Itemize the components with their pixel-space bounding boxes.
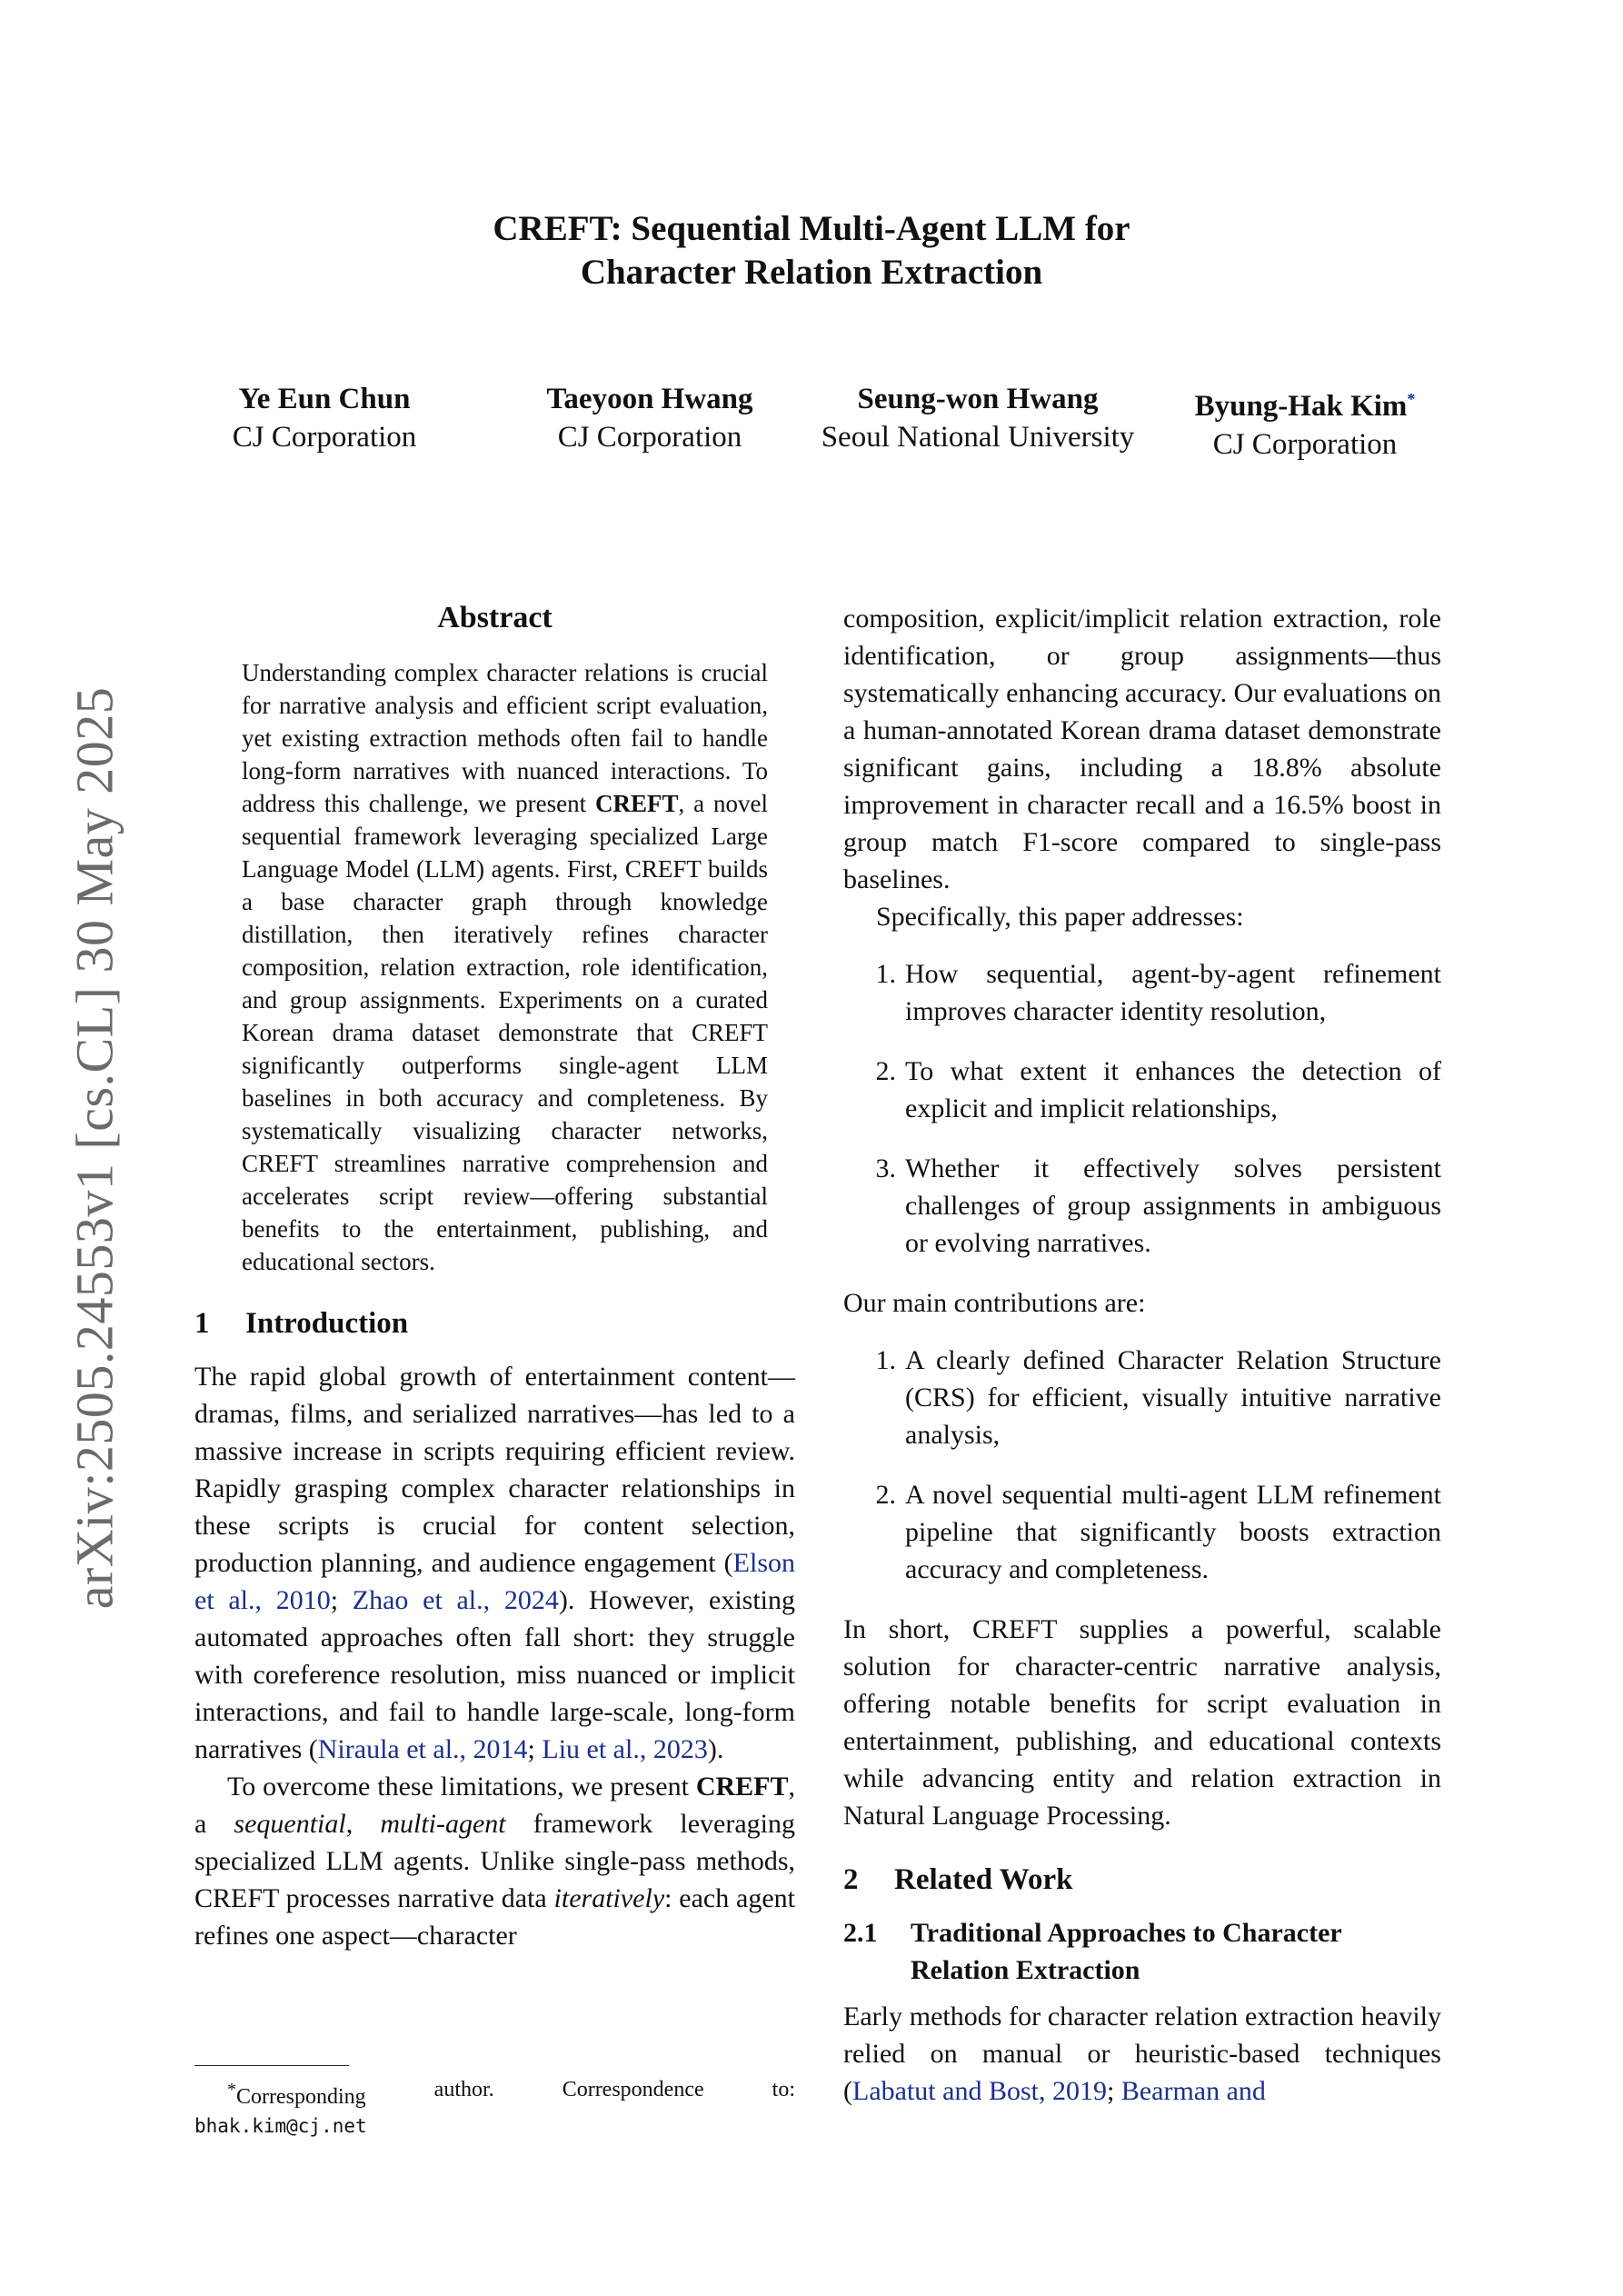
citation-link[interactable]: Liu et al., 2023	[542, 1734, 708, 1764]
intro-paragraph-continued: composition, explicit/implicit relation extraction, role identification, or group assignments—thus systematically enhancing accuracy. Our evaluations on a human-annotated Korean drama dataset demonstrate significant gains, including a 18.8% absolute improvement in character recall and a 16.5% boost in group match F1-score compared to single-pass baselines.	[843, 604, 1441, 894]
intro-paragraph-2: To overcome these limitations, we present CREFT, a sequential, multi-agent framework leveraging specialized LLM agents. Unlike single-pass methods, CREFT processes narrative data iteratively: each agent refines one aspect—character	[194, 1772, 795, 1951]
author-name: Seung-won Hwang	[857, 383, 1099, 415]
arxiv-identifier: arXiv:2505.24553v1 [cs.CL] 30 May 2025	[65, 686, 124, 1610]
list-item: 2. A novel sequential multi-agent LLM refinement pipeline that significantly boosts extraction accuracy and completeness.	[875, 1480, 1441, 1584]
citation-link[interactable]: Zhao et al., 2024	[352, 1585, 559, 1615]
author-affiliation: Seoul National University	[821, 421, 1135, 454]
citation-link[interactable]: Labatut and Bost, 2019	[852, 2076, 1107, 2106]
intro-paragraph-1: The rapid global growth of entertainment content—dramas, films, and serialized narratives—has led to a massive increase in scripts requiring efficient review. Rapidly grasping complex character relationships in these scripts is crucial for content selection, production planning, and audience engagement (Elson et al., 2010; Zhao et al., 2024). However, existing automated approaches often fall short: they struggle with coreference resolution, miss nuanced or implicit interactions, and fail to handle large-scale, long-form narratives (Niraula et al., 2014; Liu et al., 2023).	[194, 1362, 796, 1764]
addresses-lead: Specifically, this paper addresses:	[876, 902, 1244, 932]
section-heading-related-work: 2 Related Work	[843, 1863, 1073, 1896]
citation-link[interactable]: Bearman and	[1120, 2076, 1266, 2106]
citation-link[interactable]: Elson et al., 2010	[194, 1548, 795, 1615]
contributions-list	[843, 1342, 1441, 1588]
abstract-text: Understanding complex character relations is crucial for narrative analysis and efficient script evaluation, yet existing extraction methods often fail to handle long-form narratives with nuanced interactions. To address this challenge, we present CREFT, a novel sequential framework leveraging specialized Large Language Model (LLM) agents. First, CREFT builds a base character graph through knowledge distillation, then iteratively refines character composition, relation extraction, role identification, and group assignments. Experiments on a curated Korean drama dataset demonstrate that CREFT significantly outperforms single-agent LLM baselines in both accuracy and completeness. By systematically visualizing character networks, CREFT streamlines narrative comprehension and accelerates script review—offering substantial benefits to the entertainment, publishing, and educational sectors.	[242, 659, 768, 1275]
footnote-rule	[194, 2065, 349, 2066]
right-column	[843, 600, 1441, 2110]
footnote: *Corresponding author. Correspondence to: bhak.kim@cj.net	[194, 2065, 795, 2141]
corresponding-mark[interactable]: *	[1407, 390, 1416, 408]
author-affiliation: CJ Corporation	[557, 421, 742, 454]
author-name: Taeyoon Hwang	[546, 383, 753, 415]
contributions-lead: Our main contributions are:	[843, 1288, 1146, 1318]
author-name: Ye Eun Chun	[238, 383, 411, 415]
list-item: 1. A clearly defined Character Relation Structure (CRS) for efficient, visually intuitive narrative analysis,	[875, 1345, 1441, 1450]
left-column	[194, 600, 795, 1954]
related-work-paragraph: Early methods for character relation extraction heavily relied on manual or heuristic-based techniques (Labatut and Bost, 2019; Bearman and	[843, 2002, 1441, 2106]
title-line-1: CREFT: Sequential Multi-Agent LLM for	[493, 209, 1130, 248]
in-short-paragraph: In short, CREFT supplies a powerful, scalable solution for character-centric narrative analysis, offering notable benefits for script evaluation in entertainment, publishing, and educational contexts while advancing entity and relation extraction in Natural Language Processing.	[843, 1614, 1441, 1831]
author-3	[821, 380, 1135, 456]
citation-link[interactable]: Niraula et al., 2014	[317, 1734, 528, 1764]
section-heading-introduction: 1 Introduction	[194, 1307, 409, 1340]
subsection-heading: 2.1 Traditional Approaches to Character Relation Extraction	[843, 1918, 1342, 1985]
footnote-email[interactable]: bhak.kim@cj.net	[194, 2115, 367, 2137]
author-affiliation: CJ Corporation	[232, 421, 417, 454]
author-affiliation: CJ Corporation	[1212, 428, 1398, 461]
list-item: 1. How sequential, agent-by-agent refinement improves character identity resolution,	[875, 959, 1441, 1026]
author-2	[546, 380, 752, 456]
research-questions-list	[843, 955, 1441, 1262]
creft-name: CREFT	[595, 790, 679, 817]
paper-title	[0, 207, 1623, 294]
author-1	[233, 380, 417, 456]
abstract-heading: Abstract	[437, 601, 553, 634]
author-4	[1195, 380, 1416, 464]
list-item: 2. To what extent it enhances the detection of explicit and implicit relationships,	[875, 1056, 1441, 1123]
title-line-2: Character Relation Extraction	[580, 253, 1043, 292]
author-name: Byung-Hak Kim	[1194, 390, 1408, 423]
list-item: 3. Whether it effectively solves persistent challenges of group assignments in ambiguous or evolving narratives.	[875, 1153, 1441, 1258]
